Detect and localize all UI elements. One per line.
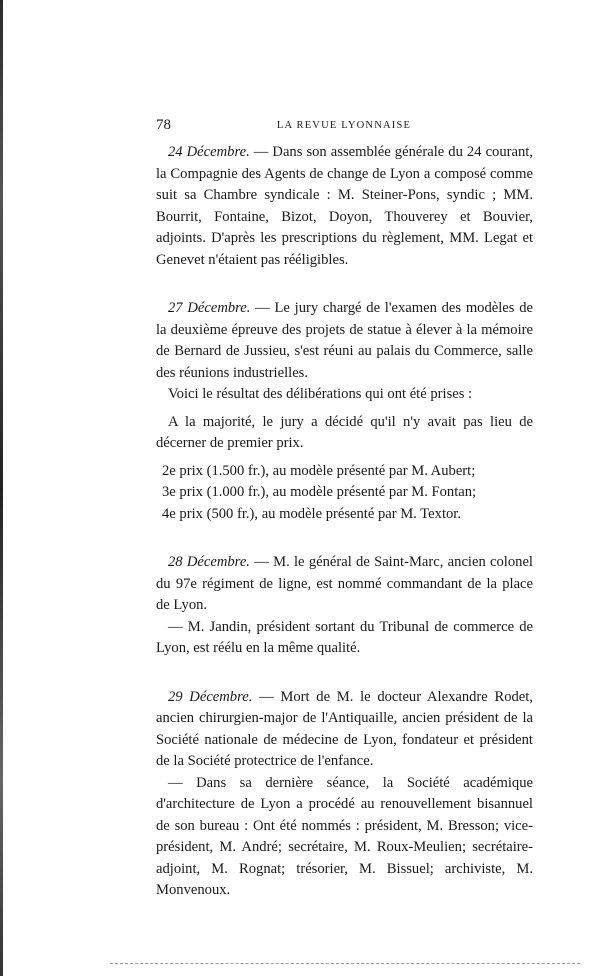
entry-paragraph [156, 298, 533, 384]
page-header [156, 117, 532, 135]
entry-date: 27 Décembre. [168, 300, 251, 316]
page-binding-edge [0, 0, 3, 976]
entry-text: — Mort de M. le docteur Alexandre Rodet, ancien chirurgien-major de l'Antiquaille, ancien président de la Société nationale de médecine de Lyon, fondateur et président de la Société protectrice de l'enfance. [156, 688, 533, 769]
prize-list [156, 461, 533, 526]
bottom-dashed-rule [110, 963, 580, 964]
page-body [156, 142, 533, 902]
entry-27-decembre [156, 298, 533, 525]
entry-paragraph [156, 142, 533, 271]
entry-text: — M. le général de Saint-Marc, ancien colonel du 97e régiment de ligne, est nommé commandant de la place de Lyon. [156, 554, 533, 613]
entry-29-decembre [156, 687, 533, 902]
page-number: 78 [156, 117, 171, 133]
entry-28-decembre [156, 552, 533, 660]
entry-paragraph [156, 552, 533, 617]
prize-item: 4e prix (500 fr.), au modèle présenté par M. Textor. [162, 505, 462, 522]
jury-decision: A la majorité, le jury a décidé qu'il n'y avait pas lieu de décerner de premier prix. [156, 413, 533, 451]
entry-date: 24 Décembre. [168, 144, 250, 160]
entry-text: — Dans son assemblée générale du 24 courant, la Compagnie des Agents de change de Lyon a composé comme suit sa Chambre syndicale : M. Steiner-Pons, syndic ; MM. Bourrit, Fontaine, Bizot, Doyon, Thouverey et Bouvier, adjoints. D'après les prescriptions du règlement, MM. Legat et Genevet n'étaient pas rééligibles. [156, 144, 533, 268]
entry-date: 28 Décembre. [168, 554, 250, 570]
entry-paragraph [156, 687, 533, 773]
running-head: LA REVUE LYONNAISE [276, 120, 412, 131]
prize-item: 2e prix (1.500 fr.), au modèle présenté par M. Aubert; [162, 462, 476, 479]
entry-date: 29 Décembre. [168, 688, 253, 705]
entry-text: — Le jury chargé de l'examen des modèles de la deuxième épreuve des projets de statue à élever à la mémoire de Bernard de Jussieu, s'est réuni au palais du Commerce, salle des réunions industrielles. [156, 300, 533, 381]
entry-24-decembre [156, 142, 533, 271]
prize-item: 3e prix (1.000 fr.), au modèle présenté par M. Fontan; [162, 484, 477, 500]
entry-continuation: — Dans sa dernière séance, la Société académique d'architecture de Lyon a procédé au renouvellement bisannuel de son bureau : Ont été nommés : président, M. Bresson; vice-président, M. André; secrétaire, M. Roux-Meulien; secrétaire-adjoint, M. Rognat; trésorier, M. Bissuel; archiviste, M. Monvenoux. [156, 774, 533, 898]
entry-continuation: Voici le résultat des délibérations qui ont été prises : [168, 386, 473, 402]
entry-continuation: — M. Jandin, président sortant du Tribunal de commerce de Lyon, est réélu en la même qualité. [156, 618, 533, 656]
